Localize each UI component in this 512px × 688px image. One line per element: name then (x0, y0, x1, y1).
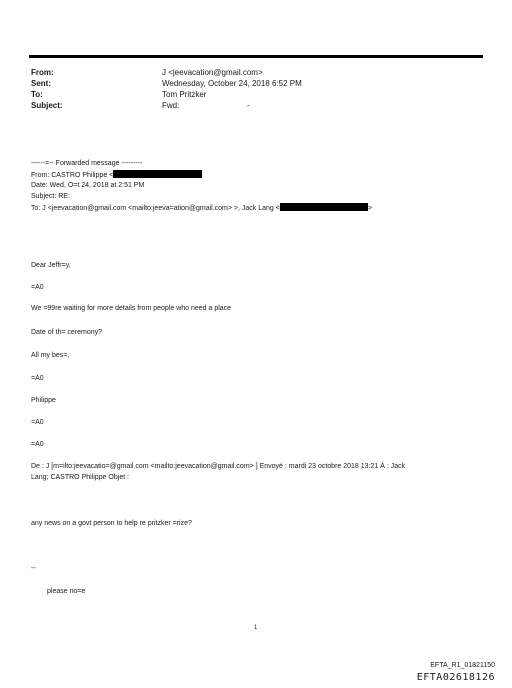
forwarded-from-text: From: CASTRO Philippe < (31, 172, 114, 179)
encoded-line: =A0 (31, 419, 44, 426)
quoted-header-line: De : J [m=ilto:jeevacatio=@gmail.com <mailto:jeevacation@gmail.com> ] Envoyé : mardi 23 octobre 2018 13:21 À : Jack (31, 463, 406, 470)
question-line: any news on a govt person to help re pritzker =rize? (31, 520, 192, 527)
signature-separator: -- (31, 565, 36, 572)
forwarded-date: Date: Wed, O=t 24, 2018 at 2:51 PM (31, 182, 145, 189)
forwarded-to-text: To: J <jeevacation@gmail.com <mailto:jeeva=ation@gmail.com> >, Jack Lang < (31, 205, 280, 212)
bates-number-primary: EFTA_R1_01821150 (430, 662, 495, 669)
body-line: All my bes=, (31, 352, 70, 359)
stray-mark: - (247, 101, 250, 110)
redaction-bar (113, 170, 202, 178)
body-line: We =99re waiting for more details from people who need a place (31, 305, 232, 312)
greeting: Dear Jeffr=y, (31, 262, 71, 269)
encoded-line: =A0 (31, 441, 44, 448)
to-value: Tom Pritzker (162, 90, 207, 99)
subject-label: Subject: (31, 101, 63, 110)
from-label: From: (31, 68, 54, 77)
sent-label: Sent: (31, 79, 51, 88)
header-rule (29, 55, 483, 58)
sent-value: Wednesday, October 24, 2018 6:52 PM (162, 79, 302, 88)
forwarded-to (31, 203, 372, 213)
subject-value: Fwd: (162, 101, 180, 110)
forwarded-to-end: > (367, 205, 372, 212)
redaction-bar (280, 203, 368, 211)
forwarded-banner: ------=-- Forwarded message --------- (31, 160, 143, 167)
signature: Philippe (31, 397, 56, 404)
encoded-line: =A0 (31, 375, 44, 382)
forwarded-from (31, 170, 202, 180)
forwarded-subject: Subject: RE: (31, 193, 70, 200)
to-label: To: (31, 90, 43, 99)
encoded-line: =A0 (31, 284, 44, 291)
page-number: 1 (254, 625, 258, 631)
from-value: J <jeevacation@gmail.com> (162, 68, 263, 77)
quoted-header-line: Lang; CASTRO Philippe Objet : (31, 474, 130, 481)
body-line: Date of th= ceremony? (31, 329, 103, 336)
closing-line: please no=e (47, 588, 86, 595)
bates-number-secondary: EFTA02618126 (416, 672, 495, 683)
